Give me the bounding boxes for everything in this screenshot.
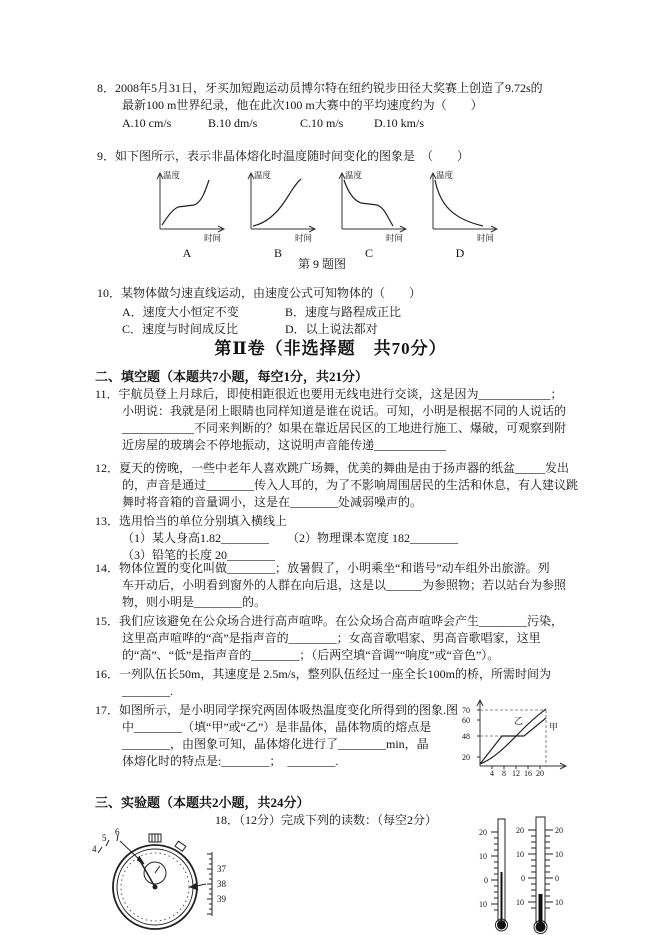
q9-graph-b-ylabel: 温度: [254, 170, 272, 180]
q11-line2: 小明说：我就是闭上眼睛也同样知道是谁在说话。可知，小明是根据不同的人说话的: [122, 404, 567, 418]
q9-graph-a-cell: [146, 167, 228, 261]
stopwatch-minute-number-6: 6: [115, 827, 120, 837]
q9-graph-b: [237, 167, 319, 245]
q17-ytick-70: 70: [462, 706, 470, 715]
q17-xtick-12: 12: [512, 769, 520, 778]
thermo-left-tick-20: 20: [479, 828, 487, 837]
q9-graph-b-curve: [253, 179, 301, 226]
q12-line1: 12．夏天的傍晚，一些中老年人喜欢跳广场舞，优美的舞曲是由于扬声器的纸盆_____发出: [95, 461, 570, 475]
q11-line3: ____________不同来判断的？如果在靠近居民区的工地进行施工、爆破，可观察到附: [122, 421, 567, 435]
q17-line3: ________，由图象可知，晶体熔化进行了________min，晶: [122, 737, 429, 751]
q8-text-line2: 最新100 m世界纪录，他在此次100 m大赛中的平均速度约为（ ）: [122, 98, 483, 112]
q9-graph-b-axes: [248, 173, 315, 232]
stopwatch-body: [113, 834, 197, 929]
q17-curve-label-yi: 乙: [514, 716, 524, 726]
q17-curve-label-jia: 甲: [549, 722, 559, 732]
thermo-left-tick-0: 0: [484, 876, 488, 885]
q17-line4: 体熔化时的特点是:________； ________.: [122, 754, 339, 768]
q14-line3: 物，则小明是________的。: [122, 595, 267, 609]
q9-graph-a-curve: [162, 180, 209, 225]
q13-line1: 13．选用恰当的单位分别填入横线上: [95, 514, 288, 528]
q10-text: 10．某物体做匀速直线运动，由速度公式可知物体的（ ）: [97, 286, 422, 300]
fill-in-section-header: 二、填空题（本题共7小题，每空1分，共21分）: [95, 369, 369, 384]
q13-line3: （3）铅笔的长度 20________: [122, 548, 276, 562]
q9-graph-c: [328, 167, 410, 245]
q8-option-b: B.10 dm/s: [208, 116, 258, 130]
stopwatch-second-number-38: 38: [217, 879, 226, 889]
thermometer-right-mercury: [539, 894, 543, 924]
q12-line3: 舞时将音箱的音量调小，这是在________处减弱噪声的。: [122, 495, 423, 509]
q17-ytick-20: 20: [462, 753, 470, 762]
q9-graph-d-cell: [419, 167, 501, 261]
q17-figure: [450, 696, 572, 782]
q14-line2: 车开动后，小明看到窗外的人群在向后退，这是以______为参照物；若以站台为参照: [122, 578, 567, 592]
thermometer-left-body: [491, 819, 508, 931]
thermometers-drawing: [478, 814, 578, 935]
q17-xtick-4: 4: [490, 769, 494, 778]
q9-graph-c-curve: [344, 180, 393, 226]
q18-stopwatch-figure: [86, 826, 246, 934]
q9-graph-d-letter: D: [455, 246, 465, 260]
experiment-section-header: 三、实验题（本题共2小题，共24分）: [95, 795, 310, 810]
q8-option-c: C.10 m/s: [300, 116, 344, 130]
section-2-title: 第Ⅱ卷（非选择题 共70分）: [214, 339, 447, 358]
q15-line3: 的“高”、“低”是指声音的________；（后两空填“音调”“响度”或“音色”）。: [122, 648, 500, 662]
q18-thermometer-figure: [478, 814, 578, 935]
q8-option-d: D.10 km/s: [374, 116, 425, 130]
thermometer-right-bulb: [536, 922, 546, 932]
thermo-right-lefttick-0: 0: [521, 874, 525, 883]
q18-text: 18．（12分）完成下列的读数：（每空2分）: [215, 813, 438, 827]
q17-curve-jia: [480, 718, 546, 764]
q11-line1: 11．宇航员登上月球后，即使相距很近也要用无线电进行交谈，这是因为____________；: [95, 387, 563, 401]
q9-graph-d-ylabel: 温度: [436, 170, 454, 180]
thermo-right-lefttick-20: 20: [516, 826, 524, 835]
q17-ytick-48: 48: [462, 732, 470, 741]
q15-line1: 15．我们应该避免在公众场合进行高声喧哗。在公众场合高声喧哗会产生________污染，: [95, 614, 564, 628]
q17-line2: 中________（填“甲”或“乙”）是非晶体，晶体物质的熔点是: [122, 720, 432, 734]
q12-line2: 的，声音是通过________传入人耳的，为了不影响周围居民的生活和休息，有人建议跳: [122, 478, 579, 492]
thermo-right-righttick-neg10: 10: [555, 898, 563, 907]
q15-line2: 这里高声喧哗的“高”是指声音的________；女高音歌唱家、男高音歌唱家，这里: [122, 631, 541, 645]
q17-ytick-60: 60: [462, 716, 470, 725]
q9-graph-a-axes: [157, 173, 224, 232]
q10-option-c: C．速度与时间成反比: [122, 322, 239, 336]
q9-figure-caption: 第 9 题图: [297, 257, 346, 271]
thermo-right-righttick-20: 20: [555, 826, 563, 835]
q9-graph-d-curve: [435, 180, 483, 226]
q9-graph-d-xlabel: 时间: [477, 233, 495, 243]
thermo-right-righttick-0: 0: [555, 874, 559, 883]
thermo-left-tick-10: 10: [479, 852, 487, 861]
q9-graph-b-cell: [237, 167, 319, 261]
stopwatch-second-number-39: 39: [217, 894, 226, 904]
q11-line4: 近房屋的玻璃会不停地振动，这说明声音能传递____________: [122, 438, 447, 452]
thermometer-left-mercury: [501, 872, 503, 921]
q16-line2: ________.: [122, 684, 173, 698]
stopwatch-minute-number-5: 5: [102, 833, 107, 843]
thermo-left-tick-neg10: 10: [479, 900, 487, 909]
q9-graph-c-cell: [328, 167, 410, 261]
stopwatch-drawing: [86, 826, 246, 934]
thermo-right-lefttick-neg10: 10: [516, 898, 524, 907]
q8-text-line1: 8．2008年5月31日，牙买加短跑运动员博尔特在纽约锐步田径大奖赛上创造了9.72s的: [97, 81, 543, 95]
q8-option-a: A.10 cm/s: [122, 116, 172, 130]
q9-graph-c-axes: [339, 173, 406, 232]
q17-graph-dashed-lines: [480, 710, 546, 766]
thermometer-left-bulb: [497, 921, 506, 930]
q17-xtick-8: 8: [502, 769, 506, 778]
q17-xtick-16: 16: [524, 769, 532, 778]
stopwatch-second-number-37: 37: [217, 864, 226, 874]
q17-line1: 17．如图所示，是小明同学探究两固体吸热温度变化所得到的图象.图: [95, 703, 459, 717]
q9-graph-b-letter: B: [273, 246, 282, 260]
q17-xtick-20: 20: [536, 769, 544, 778]
thermo-right-lefttick-10: 10: [516, 850, 524, 859]
thermo-right-righttick-10: 10: [555, 850, 563, 859]
stopwatch-minute-number-4: 4: [92, 844, 97, 854]
q9-graph-a: [146, 167, 228, 245]
q10-option-a: A．速度大小恒定不变: [122, 305, 239, 319]
q9-graph-d-axes: [430, 173, 497, 232]
q9-graph-a-letter: A: [182, 246, 192, 260]
q9-graph-c-xlabel: 时间: [386, 233, 404, 243]
q17-graph: [450, 696, 572, 782]
q13-line2: （1）某人身高1.82________ （2）物理课本宽度 182________: [122, 531, 459, 545]
q9-graph-a-ylabel: 温度: [163, 170, 181, 180]
q16-line1: 16．一列队伍长50m，其速度是 2.5m/s，整列队伍经过一座全长100m的桥，所需时间为: [95, 667, 552, 681]
q9-graph-d: [419, 167, 501, 245]
q9-text: 9．如下图所示，表示非晶体熔化时温度随时间变化的图象是 （ ）: [97, 149, 470, 163]
q10-option-b: B．速度与路程成正比: [285, 305, 402, 319]
q9-graph-b-xlabel: 时间: [295, 233, 313, 243]
q9-graph-c-letter: C: [364, 246, 373, 260]
q9-graphs: [146, 167, 501, 261]
q9-graph-c-ylabel: 温度: [345, 170, 363, 180]
q9-graph-a-xlabel: 时间: [204, 233, 222, 243]
q14-line1: 14．物体位置的变化叫做________；放暑假了，小明乘坐“和谐号”动车组外出旅游。列: [95, 561, 550, 575]
q10-option-d: D．以上说法都对: [285, 322, 378, 336]
